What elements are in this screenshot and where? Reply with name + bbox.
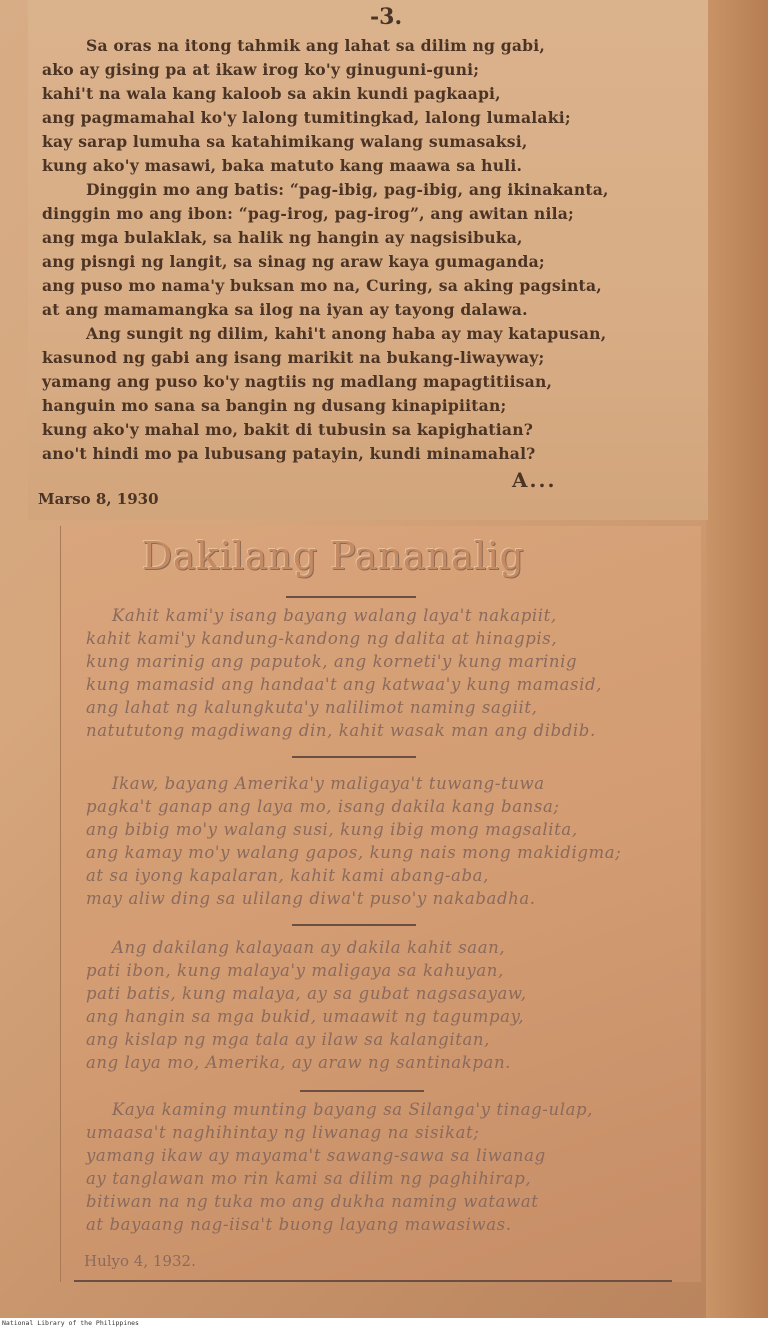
poem2-line: pagka't ganap ang laya mo, isang dakila kang bansa; xyxy=(86,797,560,816)
poem2-date: Hulyo 4, 1932. xyxy=(84,1252,196,1270)
poem2-line: ang hangin sa mga bukid, umaawit ng tagumpay, xyxy=(86,1007,525,1026)
poem1-line: kung ako'y mahal mo, bakit di tubusin sa kapighatian? xyxy=(42,420,534,439)
poem2-title: Dakilang Pananalig xyxy=(141,534,525,578)
poem2-line: umaasa't naghihintay ng liwanag na sisikat; xyxy=(86,1123,480,1142)
poem1-line: kay sarap lumuha sa katahimikang walang sumasaksi, xyxy=(42,132,528,151)
poem1-line: Dinggin mo ang batis: “pag-ibig, pag-ibig, ang ikinakanta, xyxy=(86,180,609,199)
stanza-divider xyxy=(300,1090,424,1092)
poem2-line: bitiwan na ng tuka mo ang dukha naming watawat xyxy=(86,1192,539,1211)
poem1-line: kung ako'y masawi, baka matuto kang maawa sa huli. xyxy=(42,156,523,175)
poem2-line: yamang ikaw ay mayama't sawang-sawa sa liwanag xyxy=(86,1146,546,1165)
poem2-line: ang kamay mo'y walang gapos, kung nais mong makidigma; xyxy=(86,843,622,862)
poem2-line: ang laya mo, Amerika, ay araw ng santinakpan. xyxy=(86,1053,512,1072)
poem2-line: kahit kami'y kandung-kandong ng dalita at hinagpis, xyxy=(86,629,558,648)
poem2-line: Kahit kami'y isang bayang walang laya't nakapiit, xyxy=(112,606,557,625)
poem1-line: kahi't na wala kang kaloob sa akin kundi pagkaapi, xyxy=(42,84,501,103)
poem2-line: kung mamasid ang handaa't ang katwaa'y kung mamasid, xyxy=(86,675,602,694)
poem1-line: kasunod ng gabi ang isang marikit na bukang-liwayway; xyxy=(42,348,545,367)
poem2-line: ang kislap ng mga tala ay ilaw sa kalangitan, xyxy=(86,1030,490,1049)
credit-text: National Library of the Philippines xyxy=(2,1319,768,1328)
title-rule xyxy=(286,596,416,598)
poem2-line: kung marinig ang paputok, ang korneti'y kung marinig xyxy=(86,652,578,671)
stanza-3 xyxy=(86,936,706,1074)
poem1-signature: A... xyxy=(512,468,557,492)
bottom-rule xyxy=(74,1280,672,1282)
poem2-line: ay tanglawan mo rin kami sa dilim ng paghihirap, xyxy=(86,1169,532,1188)
stanza-divider xyxy=(292,756,416,758)
poem1-line: at ang mamamangka sa ilog na iyan ay tayong dalawa. xyxy=(42,300,528,319)
poem1-line: dinggin mo ang ibon: “pag-irog, pag-irog”, ang awitan nila; xyxy=(42,204,574,223)
poem2-line: natututong magdiwang din, kahit wasak man ang dibdib. xyxy=(86,721,596,740)
stanza-2 xyxy=(86,772,706,910)
poem1-line: ang pisngi ng langit, sa sinag ng araw kaya gumaganda; xyxy=(42,252,545,271)
poem2-line: pati ibon, kung malaya'y maligaya sa kahuyan, xyxy=(86,961,504,980)
poem2-line: Kaya kaming munting bayang sa Silanga'y tinag-ulap, xyxy=(112,1100,594,1119)
poem1-line: ano't hindi mo pa lubusang patayin, kundi minamahal? xyxy=(42,444,536,463)
stanza-4 xyxy=(86,1098,706,1236)
poem1-line: yamang ang puso ko'y nagtiis ng madlang mapagtitiisan, xyxy=(42,372,553,391)
poem1-line: ang mga bulaklak, sa halik ng hangin ay nagsisibuka, xyxy=(42,228,523,247)
poem1-date: Marso 8, 1930 xyxy=(38,490,159,508)
poem1-line: ang puso mo nama'y buksan mo na, Curing, sa aking pagsinta, xyxy=(42,276,602,295)
poem2-line: ang lahat ng kalungkuta'y nalilimot naming sagiit, xyxy=(86,698,538,717)
poem1-line: hanguin mo sana sa bangin ng dusang kinapipiitan; xyxy=(42,396,507,415)
stanza-1 xyxy=(86,604,706,742)
poem1-line: Ang sungit ng dilim, kahi't anong haba ay may katapusan, xyxy=(86,324,607,343)
poem1-line: ako ay gising pa at ikaw irog ko'y ginuguni-guni; xyxy=(42,60,480,79)
poem2-line: Ang dakilang kalayaan ay dakila kahit saan, xyxy=(112,938,506,957)
poem2-line: at bayaang nag-iisa't buong layang mawasiwas. xyxy=(86,1215,512,1234)
poem1-line: Sa oras na itong tahmik ang lahat sa dilim ng gabi, xyxy=(86,36,546,55)
poem1-line: ang pagmamahal ko'y lalong tumitingkad, lalong lumalaki; xyxy=(42,108,571,127)
poem2-line: at sa iyong kapalaran, kahit kami abang-aba, xyxy=(86,866,489,885)
poem2-line: may aliw ding sa ulilang diwa't puso'y nakabadha. xyxy=(86,889,536,908)
poem2-line: Ikaw, bayang Amerika'y maligaya't tuwang-tuwa xyxy=(112,774,545,793)
page-number: -3. xyxy=(370,4,403,30)
page-edge xyxy=(706,0,768,1318)
poem1-text xyxy=(42,34,692,466)
poem2-line: ang bibig mo'y walang susi, kung ibig mong magsalita, xyxy=(86,820,578,839)
poem2-line: pati batis, kung malaya, ay sa gubat nagsasayaw, xyxy=(86,984,527,1003)
stanza-divider xyxy=(292,924,416,926)
